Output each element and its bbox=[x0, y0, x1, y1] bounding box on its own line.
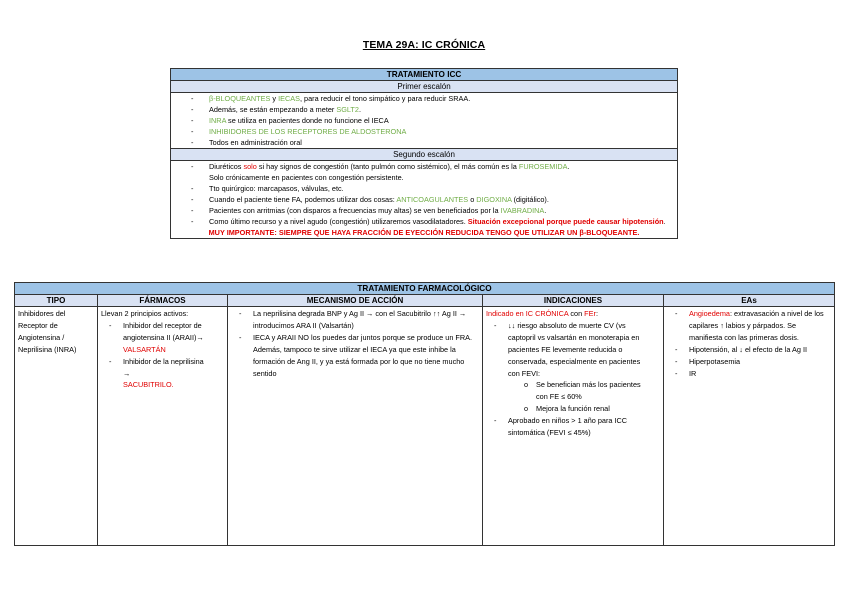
page-title: TEMA 29A: IC CRÓNICA bbox=[362, 39, 486, 51]
sglt2: SGLT2 bbox=[336, 105, 359, 114]
aldosterone-inhibitors: INHIBIDORES DE LOS RECEPTORES DE ALDOSTERONA bbox=[209, 127, 407, 136]
list-item: - Inhibidor de la neprilisina → SACUBITRILO. bbox=[101, 356, 210, 392]
beta-blockers: β-BLOQUEANTES bbox=[209, 94, 271, 103]
list-item: - IR bbox=[667, 368, 831, 380]
list-item: - Inhibidor del receptor de angiotensina II (ARAII)→ VALSARTÁN bbox=[101, 320, 210, 356]
list-item bbox=[171, 126, 677, 137]
col-eas: EAs bbox=[664, 295, 835, 307]
icc-treatment-table bbox=[170, 68, 678, 239]
list-item: - Aprobado en niños > 1 año para ICC sintomática (FEVI ≤ 45%) bbox=[486, 415, 644, 439]
list-item: - Diuréticos solo si hay signos de congestión (tanto pulmón como sistémico), el más común es la FUROSEMIDA. Solo crónicamente en pacientes con congestión persistente. bbox=[171, 161, 677, 183]
list-item: - Pacientes con arritmias (con disparos a frecuencias muy altas) se ven beneficiados por la IVABRADINA. bbox=[171, 205, 677, 216]
list-item: - Además, se están empezando a meter SGLT2. bbox=[171, 104, 677, 115]
list-item: - Cuando el paciente tiene FA, podemos utilizar dos cosas: ANTICOAGULANTES o DIGOXINA (digitálico). bbox=[171, 194, 677, 205]
list-item: - β-BLOQUEANTES y IECAS, para reducir el tono simpático y para reducir SRAA. bbox=[171, 93, 677, 104]
angioedema: Angioedema bbox=[689, 309, 730, 318]
mecanismo-cell bbox=[228, 307, 483, 546]
sub-list-item: o Se benefician más los pacientes con FE ≤ 60% bbox=[508, 379, 644, 403]
pharmacological-treatment-table bbox=[14, 282, 835, 546]
list-item: - Tto quirúrgico: marcapasos, válvulas, etc. bbox=[171, 183, 677, 194]
col-mecanismo: MECANISMO DE ACCIÓN bbox=[228, 295, 483, 307]
list-item: - Como último recurso y a nivel agudo (congestión) utilizaremos vasodilatadores. Situación excepcional porque puede causar hipotensión. bbox=[171, 216, 677, 227]
list-item: - La neprilisina degrada BNP y Ag II → con el Sacubitrilo ↑↑ Ag II → introducimos ARA II (Valsartán) bbox=[231, 308, 479, 332]
list-item: - IECA y ARAII NO los puedes dar juntos porque se produce un FRA. Además, tampoco te sirve utilizar el IECA ya que este inhibe la formación de Ang II, y ya está formada por lo que no tiene mucho sentido bbox=[231, 332, 479, 380]
eas-cell bbox=[664, 307, 835, 546]
important-note: MUY IMPORTANTE: SIEMPRE QUE HAYA FRACCIÓN DE EYECCIÓN REDUCIDA TENGO QUE UTILIZAR UN β-BLOQUEANTE. bbox=[208, 228, 640, 237]
valsartan: VALSARTÁN bbox=[123, 344, 166, 354]
tipo-cell: Inhibidores del Receptor de Angiotensina / Neprilisina (INRA) bbox=[15, 307, 98, 546]
second-step-header: Segundo escalón bbox=[171, 149, 678, 161]
iecas: IECAS bbox=[278, 94, 300, 103]
col-farmacos: FÁRMACOS bbox=[98, 295, 228, 307]
farmacos-cell: Llevan 2 principios activos: - Inhibidor del receptor de angiotensina II (ARAII)→ VALSARTÁN - Inhibidor de la neprilisina → SACUBITRILO. bbox=[98, 307, 228, 546]
col-tipo: TIPO bbox=[15, 295, 98, 307]
list-item: - Angioedema: extravasación a nivel de los capilares ↑ labios y párpados. Se manifiesta con las primeras dosis. bbox=[667, 308, 831, 344]
farm-table-header: TRATAMIENTO FARMACOLÓGICO bbox=[15, 283, 835, 295]
sub-list-item: o Mejora la función renal bbox=[508, 403, 644, 415]
indicaciones-cell: Indicado en IC CRÓNICA con FEr: - ↓↓ riesgo absoluto de muerte CV (vs captopril vs valsartán en monoterapia en pacientes FE levemente reducida o conservada, especialmente en pacientes con FEVI: o Se benefician más los pacientes con FE ≤ 60% o Mejora la función renal - Aprobado en niños > 1 año para ICC sintomática (FEVI ≤ 45%) bbox=[483, 307, 664, 546]
sacubitrilo: SACUBITRILO bbox=[123, 380, 172, 390]
list-item: - INRA se utiliza en pacientes donde no funcione el IECA bbox=[171, 115, 677, 126]
list-item: - ↓↓ riesgo absoluto de muerte CV (vs captopril vs valsartán en monoterapia en pacientes FE levemente reducida o conservada, especialmente en pacientes con FEVI: o Se benefician más los pacientes con FE ≤ 60% o Mejora la función renal bbox=[486, 320, 644, 415]
list-item: - Hiperpotasemia bbox=[667, 356, 831, 368]
icc-table-header: TRATAMIENTO ICC bbox=[171, 69, 678, 81]
first-step-body bbox=[171, 93, 678, 149]
first-step-header: Primer escalón bbox=[171, 81, 678, 93]
list-item: - Todos en administración oral bbox=[171, 137, 677, 148]
col-indicaciones: INDICACIONES bbox=[483, 295, 664, 307]
second-step-body bbox=[171, 161, 678, 239]
inra: INRA bbox=[209, 116, 227, 125]
list-item: - Hipotensión, al ↓ el efecto de la Ag II bbox=[667, 344, 831, 356]
